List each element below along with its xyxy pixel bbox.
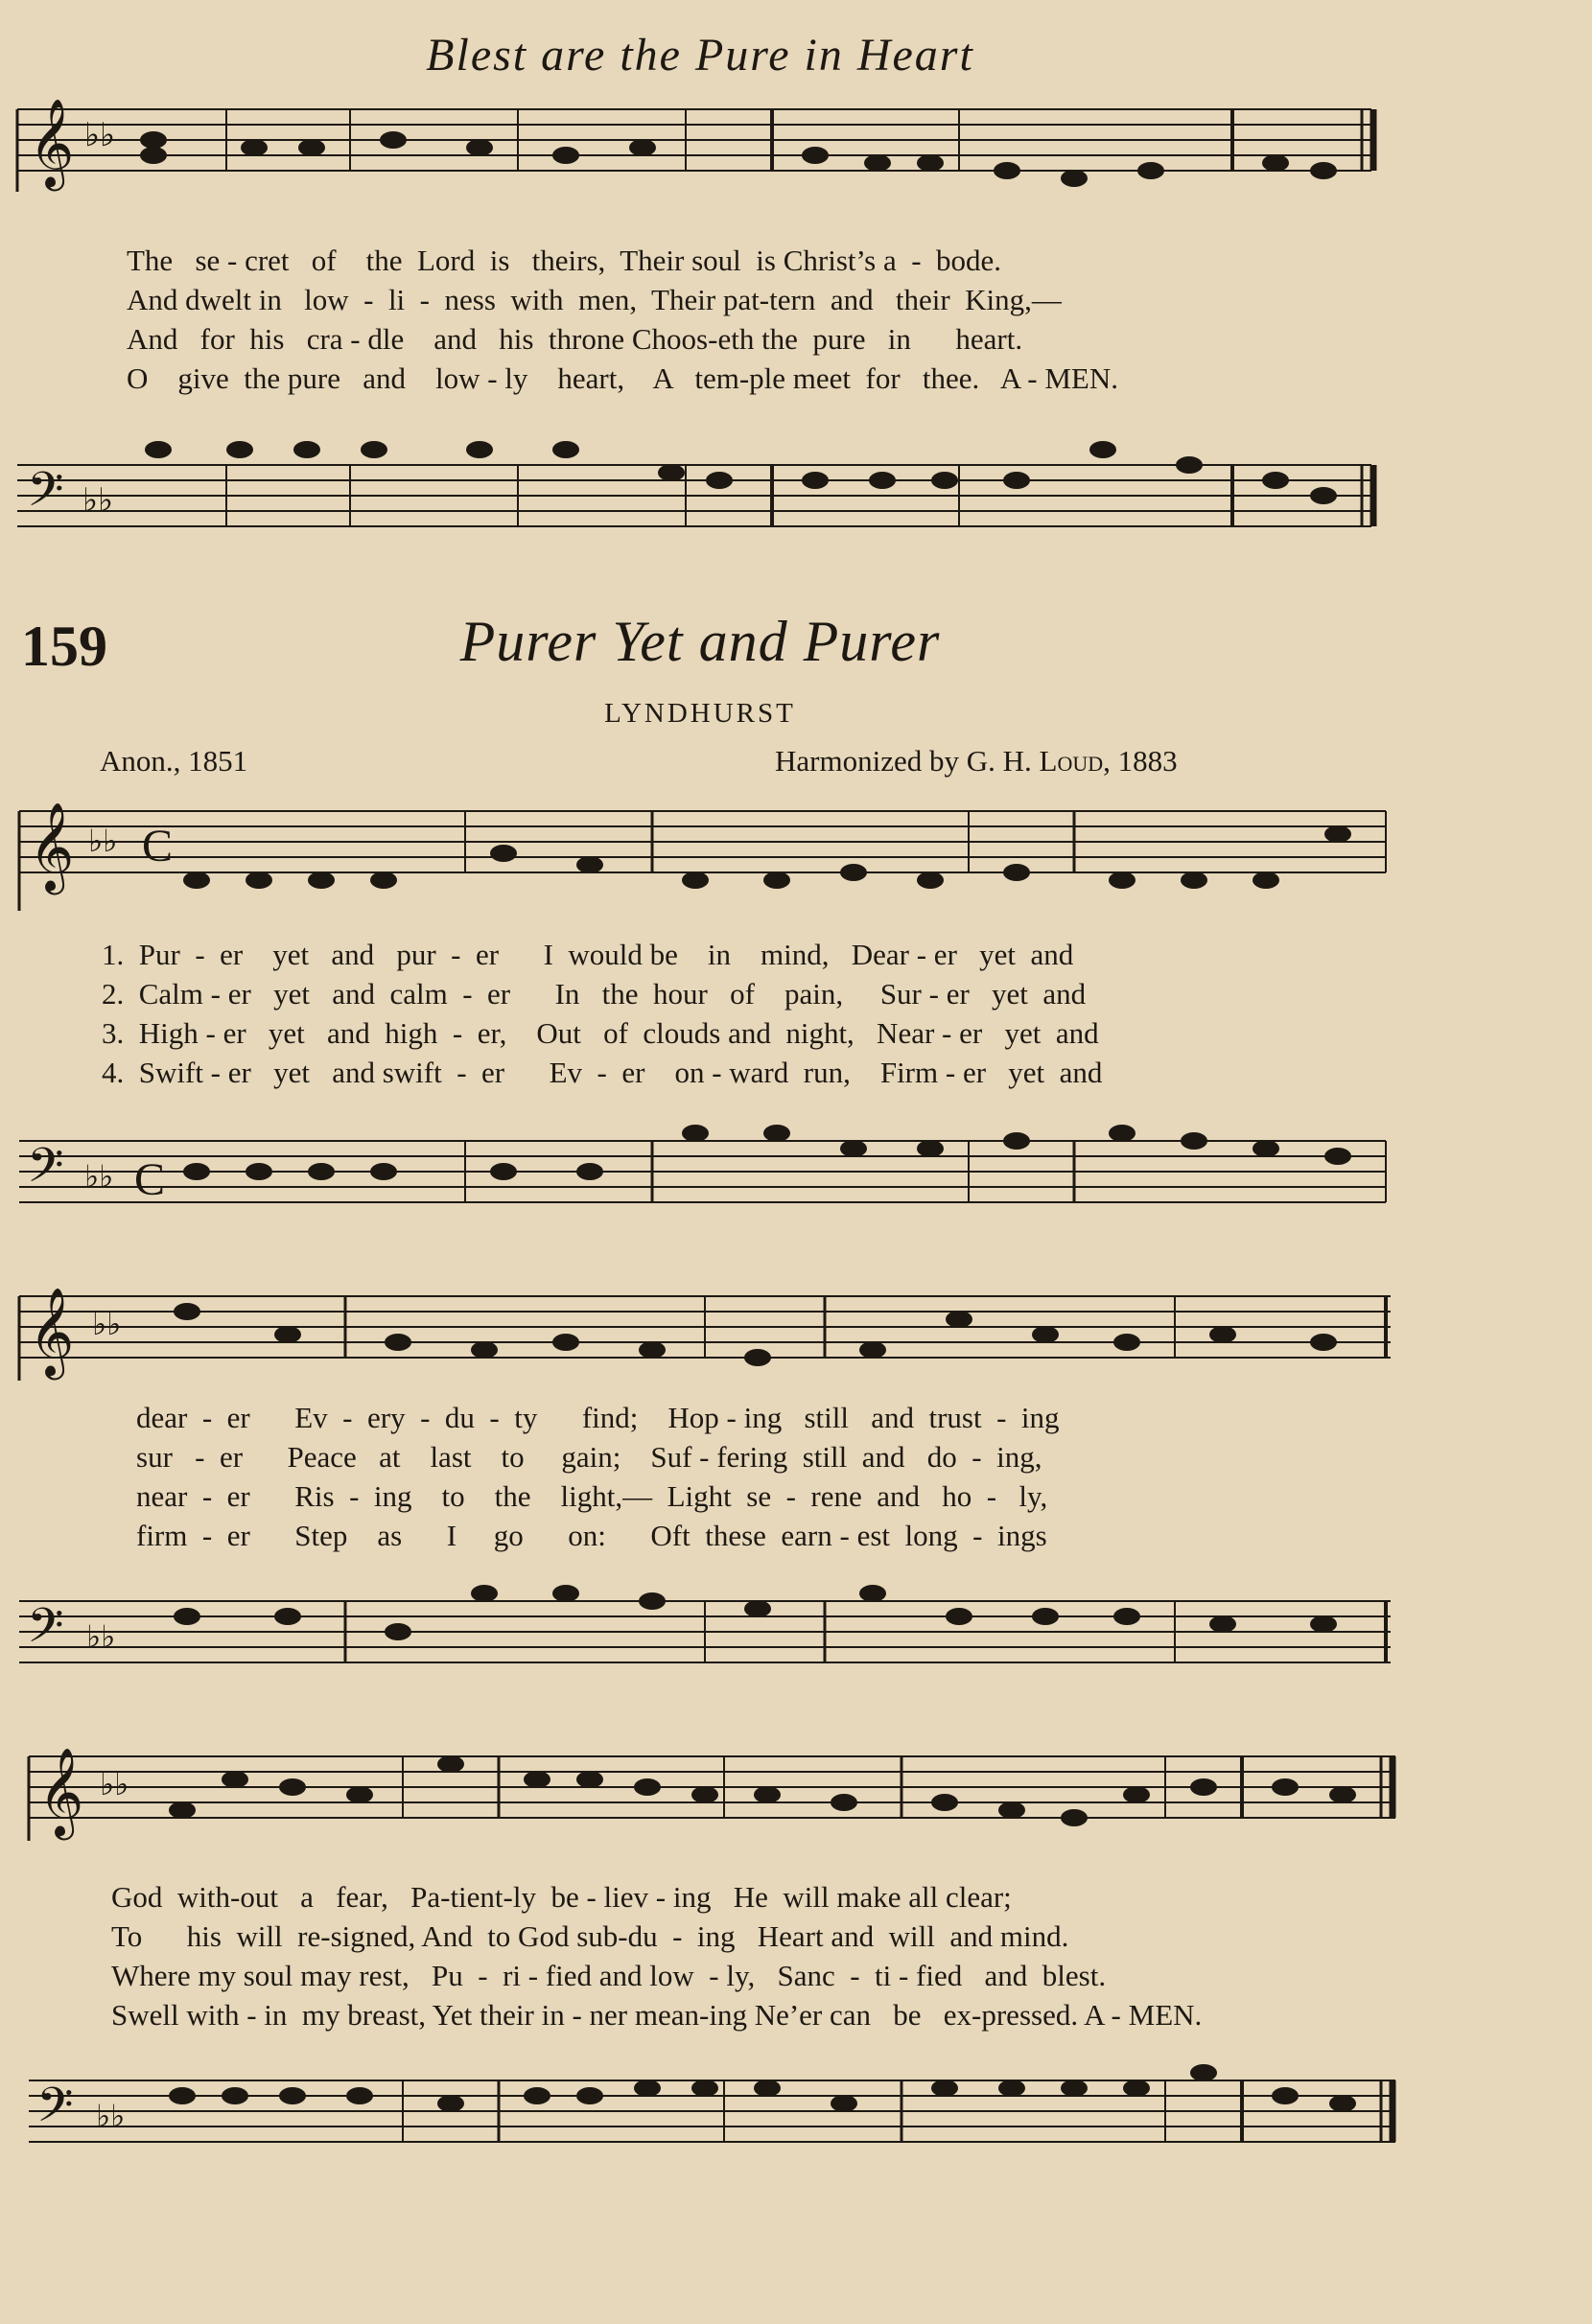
system-1-verse-2: 2. Calm - er yet and calm - er In the hour of pain, Sur - er yet and bbox=[102, 977, 1087, 1011]
svg-text:♭♭: ♭♭ bbox=[84, 1159, 114, 1194]
svg-text:♭♭: ♭♭ bbox=[86, 1619, 116, 1654]
system-2-verse-1: dear - er Ev - ery - du - ty find; Hop - ing still and trust - ing bbox=[136, 1401, 1060, 1434]
top-verse-3: And for his cra - dle and his throne Choos-eth the pure in heart. bbox=[127, 322, 1023, 356]
svg-text:𝄢: 𝄢 bbox=[27, 1600, 64, 1663]
svg-text:C: C bbox=[134, 1154, 166, 1205]
system-2-bass-staff bbox=[0, 1572, 1592, 1678]
svg-text:𝄞: 𝄞 bbox=[29, 102, 75, 186]
system-3-verse-3: Where my soul may rest, Pu - ri - fied and low - ly, Sanc - ti - fied and blest. bbox=[111, 1959, 1107, 1992]
system-1-verse-3: 3. High - er yet and high - er, Out of clouds and night, Near - er yet and bbox=[102, 1016, 1099, 1050]
system-1-bass-staff bbox=[0, 1112, 1592, 1218]
system-3-verse-2: To his will re-signed, And to God sub-du - ing Heart and will and mind. bbox=[111, 1919, 1069, 1953]
svg-text:♭♭: ♭♭ bbox=[88, 824, 118, 858]
harmonizer-prefix: Harmonized by G. H. L bbox=[775, 744, 1058, 778]
author-credit: Anon., 1851 bbox=[100, 744, 248, 778]
hymn-title: Purer Yet and Purer bbox=[459, 610, 941, 673]
svg-text:♭♭: ♭♭ bbox=[92, 1307, 122, 1341]
top-verse-4-text: O give the pure and low - ly heart, A tem-ple meet for thee. A - bbox=[127, 361, 1045, 395]
hymn-amen-suffix: MEN. bbox=[1128, 1998, 1203, 2032]
harmonizer-suffix: , 1883 bbox=[1103, 744, 1178, 778]
svg-text:♭♭: ♭♭ bbox=[84, 118, 116, 153]
system-3-verse-4-text: Swell with - in my breast, Yet their in - ner mean-ing Ne’er can be ex-pressed. A - bbox=[111, 1998, 1129, 2032]
top-bass-staff bbox=[0, 436, 1592, 570]
top-treble-staff bbox=[0, 96, 1592, 192]
top-verse-4 bbox=[127, 360, 1118, 398]
system-3-verse-1: God with-out a fear, Pa-tient-ly be - liev - ing He will make all clear; bbox=[111, 1880, 1012, 1914]
harmonizer-smallcaps: oud bbox=[1057, 744, 1104, 778]
svg-text:𝄢: 𝄢 bbox=[36, 2080, 74, 2143]
system-2-verse-3: near - er Ris - ing to the light,— Light se - rene and ho - ly, bbox=[136, 1479, 1048, 1513]
system-1-verse-4: 4. Swift - er yet and swift - er Ev - er on - ward run, Firm - er yet and bbox=[102, 1056, 1103, 1089]
system-3-verse-4 bbox=[111, 1996, 1202, 2034]
top-hymn-title: Blest are the Pure in Heart bbox=[426, 30, 974, 81]
tune-name: LYNDHURST bbox=[604, 698, 796, 729]
hymn-number: 159 bbox=[21, 615, 107, 678]
svg-text:𝄢: 𝄢 bbox=[27, 464, 64, 527]
harmonizer-credit bbox=[775, 744, 1178, 779]
system-2-verse-4: firm - er Step as I go on: Oft these earn - est long - ings bbox=[136, 1519, 1047, 1552]
svg-text:𝄞: 𝄞 bbox=[29, 805, 75, 890]
svg-text:♭♭: ♭♭ bbox=[100, 1767, 129, 1801]
svg-text:♭♭: ♭♭ bbox=[96, 2099, 126, 2133]
system-3-bass-staff bbox=[0, 2052, 1592, 2176]
svg-text:𝄞: 𝄞 bbox=[29, 1290, 75, 1375]
system-2-verse-2: sur - er Peace at last to gain; Suf - fering still and do - ing, bbox=[136, 1440, 1042, 1474]
top-amen-suffix: MEN. bbox=[1044, 361, 1118, 395]
svg-text:C: C bbox=[142, 821, 174, 872]
system-3-treble-staff bbox=[0, 1726, 1592, 1841]
svg-text:♭♭: ♭♭ bbox=[82, 483, 114, 519]
top-verse-2: And dwelt in low - li - ness with men, Their pat-tern and their King,— bbox=[127, 283, 1062, 316]
svg-text:𝄞: 𝄞 bbox=[38, 1751, 84, 1835]
svg-text:𝄢: 𝄢 bbox=[27, 1140, 64, 1203]
system-1-treble-staff bbox=[0, 796, 1592, 911]
system-2-treble-staff bbox=[0, 1266, 1592, 1381]
top-verse-1: The se - cret of the Lord is theirs, Their soul is Christ’s a - bode. bbox=[127, 244, 1002, 277]
system-1-verse-1: 1. Pur - er yet and pur - er I would be in mind, Dear - er yet and bbox=[102, 938, 1074, 971]
